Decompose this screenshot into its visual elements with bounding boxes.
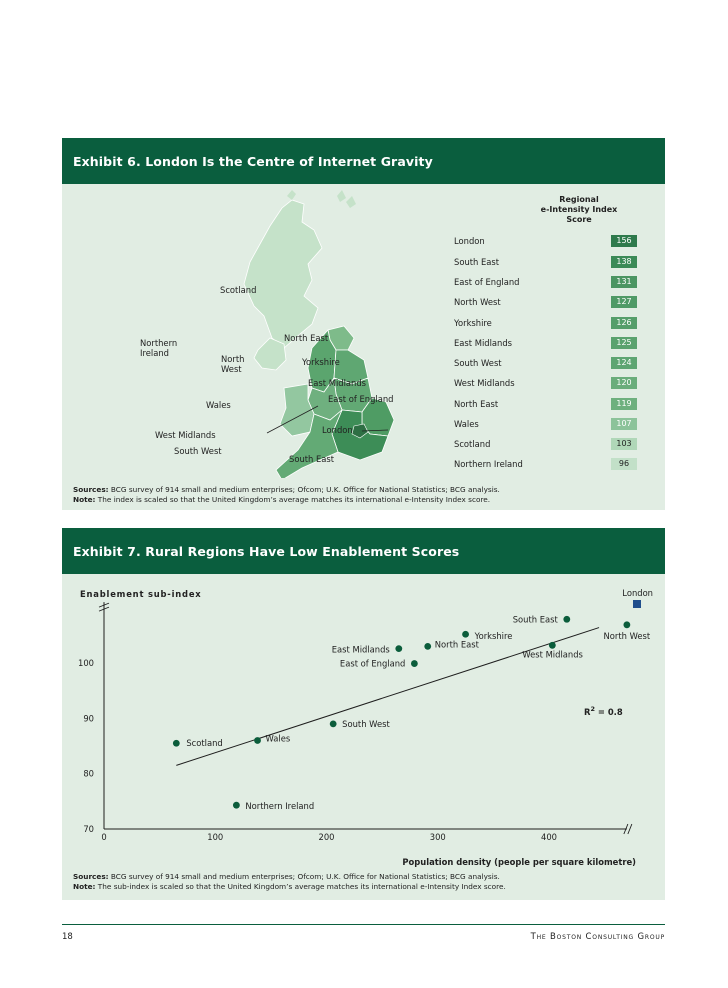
note-label: Note: <box>73 495 96 504</box>
score-value-badge: 119 <box>611 398 637 410</box>
point-label: Northern Ireland <box>245 801 315 812</box>
data-point <box>173 740 180 747</box>
score-value-badge: 125 <box>611 337 637 349</box>
data-point <box>623 621 630 628</box>
point-label: Yorkshire <box>474 631 513 642</box>
sources-text: BCG survey of 914 small and medium enterprises; Ofcom; U.K. Office for National Statistics; BCG analysis. <box>108 872 500 881</box>
map-region-wales <box>280 384 314 436</box>
r-squared-exponent: 2 <box>590 705 595 713</box>
map-label-wales: Wales <box>206 400 231 410</box>
note-text: The index is scaled so that the United Kingdom’s average matches its international e-Intensity Index score. <box>95 495 491 504</box>
exhibit-6-title: Exhibit 6. London Is the Centre of Internet Gravity <box>73 154 433 169</box>
point-label: East Midlands <box>331 644 390 655</box>
map-label-north-east: North East <box>284 333 329 343</box>
map-label-northern-ireland-line2: Ireland <box>140 348 169 358</box>
map-region-northern-ireland <box>254 338 286 370</box>
note-label: Note: <box>73 882 96 891</box>
score-region-label: Northern Ireland <box>454 459 523 469</box>
data-point <box>330 720 337 727</box>
point-label: North East <box>434 639 479 650</box>
score-value-badge: 96 <box>611 458 637 470</box>
page-number: 18 <box>62 932 73 942</box>
map-label-north-west-line2: West <box>221 364 242 374</box>
score-value-badge: 124 <box>611 357 637 369</box>
score-value-badge: 131 <box>611 276 637 288</box>
r-squared-symbol: R <box>584 707 591 717</box>
point-label: East of England <box>339 658 406 669</box>
score-region-label: London <box>454 236 485 246</box>
map-label-east-of-england: East of England <box>328 394 394 404</box>
map-label-east-midlands: East Midlands <box>308 378 367 388</box>
x-tick-label: 0 <box>101 832 107 842</box>
publisher-name <box>531 932 665 942</box>
data-point <box>424 643 431 650</box>
score-value-badge: 126 <box>611 317 637 329</box>
y-tick-label: 100 <box>78 658 94 668</box>
exhibit-6-sources <box>73 485 500 496</box>
map-label-west-midlands: West Midlands <box>155 430 216 440</box>
r-squared-annotation <box>584 705 623 717</box>
score-region-label: North East <box>454 399 499 409</box>
score-header-line2: e-Intensity Index <box>540 205 618 214</box>
exhibit-7-note <box>73 882 506 893</box>
score-region-label: South West <box>454 358 502 368</box>
y-axis-label: Enablement sub-index <box>80 589 202 599</box>
data-point <box>395 645 402 652</box>
map-label-northern-ireland-line1: Northern <box>140 338 178 348</box>
note-text: The sub-index is scaled so that the United Kingdom’s average matches its international e-Intensity Index score. <box>95 882 506 891</box>
score-header-line1: Regional <box>559 195 599 204</box>
score-value-badge: 103 <box>611 438 637 450</box>
score-region-label: Scotland <box>454 439 491 449</box>
x-tick-label: 400 <box>541 832 557 842</box>
point-label: London <box>622 588 653 598</box>
x-axis-label: Population density (people per square kilometre) <box>402 857 636 867</box>
score-region-label: North West <box>454 297 501 307</box>
x-tick-label: 100 <box>207 832 224 842</box>
point-label: South East <box>512 614 558 625</box>
score-region-label: Yorkshire <box>454 318 492 328</box>
exhibit-6-note <box>73 495 490 506</box>
data-point <box>549 642 556 649</box>
map-label-london: London <box>322 425 353 435</box>
exhibit-6-panel <box>62 138 665 510</box>
score-value-badge: 156 <box>611 235 637 247</box>
footer-rule <box>62 924 665 925</box>
sources-text: BCG survey of 914 small and medium enterprises; Ofcom; U.K. Office for National Statistics; BCG analysis. <box>108 485 500 494</box>
point-label: Wales <box>265 733 291 744</box>
point-label: Scotland <box>186 738 223 749</box>
map-region-scotland <box>244 200 322 348</box>
score-region-label: East Midlands <box>454 338 513 348</box>
score-value-badge: 120 <box>611 377 637 389</box>
point-label: North West <box>603 630 651 641</box>
data-point <box>411 660 418 667</box>
publisher-text: The Boston Consulting Group <box>530 932 665 942</box>
r-squared-value: = 0.8 <box>594 707 623 717</box>
x-tick-label: 300 <box>429 832 446 842</box>
exhibit-7-header <box>62 528 665 574</box>
score-value-badge: 107 <box>611 418 637 430</box>
map-label-yorkshire: Yorkshire <box>302 357 340 367</box>
score-value-badge: 127 <box>611 296 637 308</box>
sources-label: Sources: <box>73 872 109 881</box>
outlier-marker <box>633 600 641 608</box>
exhibit-7-sources <box>73 872 500 883</box>
exhibit-6-header <box>62 138 665 184</box>
data-point <box>462 631 469 638</box>
map-label-north-west-line1: North <box>221 354 245 364</box>
y-tick-label: 90 <box>83 713 94 724</box>
y-tick-label: 70 <box>83 824 94 834</box>
score-header-line3: Score <box>566 215 592 224</box>
sources-label: Sources: <box>73 485 109 494</box>
point-label: South West <box>342 718 390 729</box>
y-tick-label: 80 <box>83 768 94 779</box>
data-point <box>563 616 570 623</box>
map-label-south-east: South East <box>289 454 335 464</box>
point-label: West Midlands <box>522 649 583 660</box>
exhibit-7-panel <box>62 528 665 900</box>
score-region-label: West Midlands <box>454 378 515 388</box>
map-label-scotland: Scotland <box>220 285 257 295</box>
score-region-label: South East <box>454 257 500 267</box>
chart-points <box>173 588 653 811</box>
score-region-label: East of England <box>454 277 520 287</box>
scatter-chart <box>62 574 665 874</box>
data-point <box>254 737 261 744</box>
score-region-label: Wales <box>454 419 479 429</box>
exhibit-7-title: Exhibit 7. Rural Regions Have Low Enablement Scores <box>73 544 460 559</box>
score-value-badge: 138 <box>611 256 637 268</box>
data-point <box>233 802 240 809</box>
x-tick-label: 200 <box>318 832 335 842</box>
map-label-south-west: South West <box>174 446 222 456</box>
